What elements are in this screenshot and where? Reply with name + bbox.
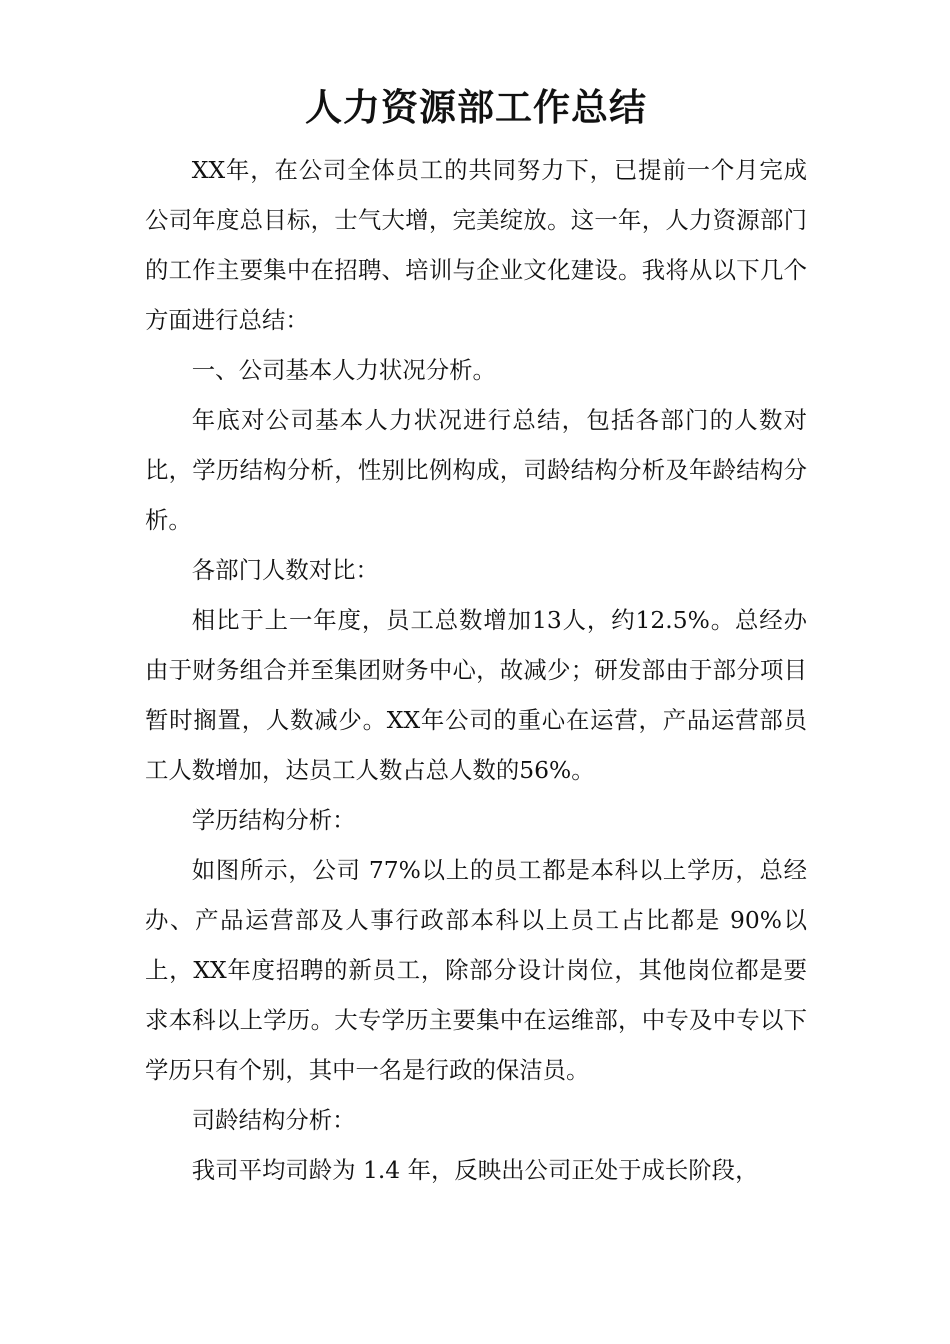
intro-paragraph: XX年，在公司全体员工的共同努力下，已提前一个月完成公司年度总目标，士气大增，完美绽放。这一年，人力资源部门的工作主要集中在招聘、培训与企业文化建设。我将从以下几个方面进行总结： [145,156,807,334]
department-headcount-paragraph: 相比于上一年度，员工总数增加13人，约12.5%。总经办由于财务组合并至集团财务中心，故减少；研发部由于部分项目暂时搁置，人数减少。XX年公司的重心在运营，产品运营部员工人数增加，达员工人数占总人数的56%。 [145,606,807,784]
subheading-tenure-structure: 司龄结构分析： [191,1106,356,1134]
section-heading-staff-analysis: 一、公司基本人力状况分析。 [191,356,496,384]
subheading-department-headcount: 各部门人数对比： [191,556,379,584]
document-title: 人力资源部工作总结 [305,85,647,129]
staff-analysis-paragraph: 年底对公司基本人力状况进行总结，包括各部门的人数对比，学历结构分析，性别比例构成，司龄结构分析及年龄结构分析。 [145,406,807,534]
education-structure-paragraph: 如图所示，公司 77%以上的员工都是本科以上学历，总经办、产品运营部及人事行政部本科以上员工占比都是 90%以上，XX年度招聘的新员工，除部分设计岗位，其他岗位都是要求本科以上学历。大专学历主要集中在运维部，中专及中专以下学历只有个别，其中一名是行政的保洁员。 [145,856,807,1084]
tenure-structure-paragraph: 我司平均司龄为 1.4 年，反映出公司正处于成长阶段， [191,1156,759,1184]
subheading-education-structure: 学历结构分析： [191,806,356,834]
document-page [145,82,807,1195]
